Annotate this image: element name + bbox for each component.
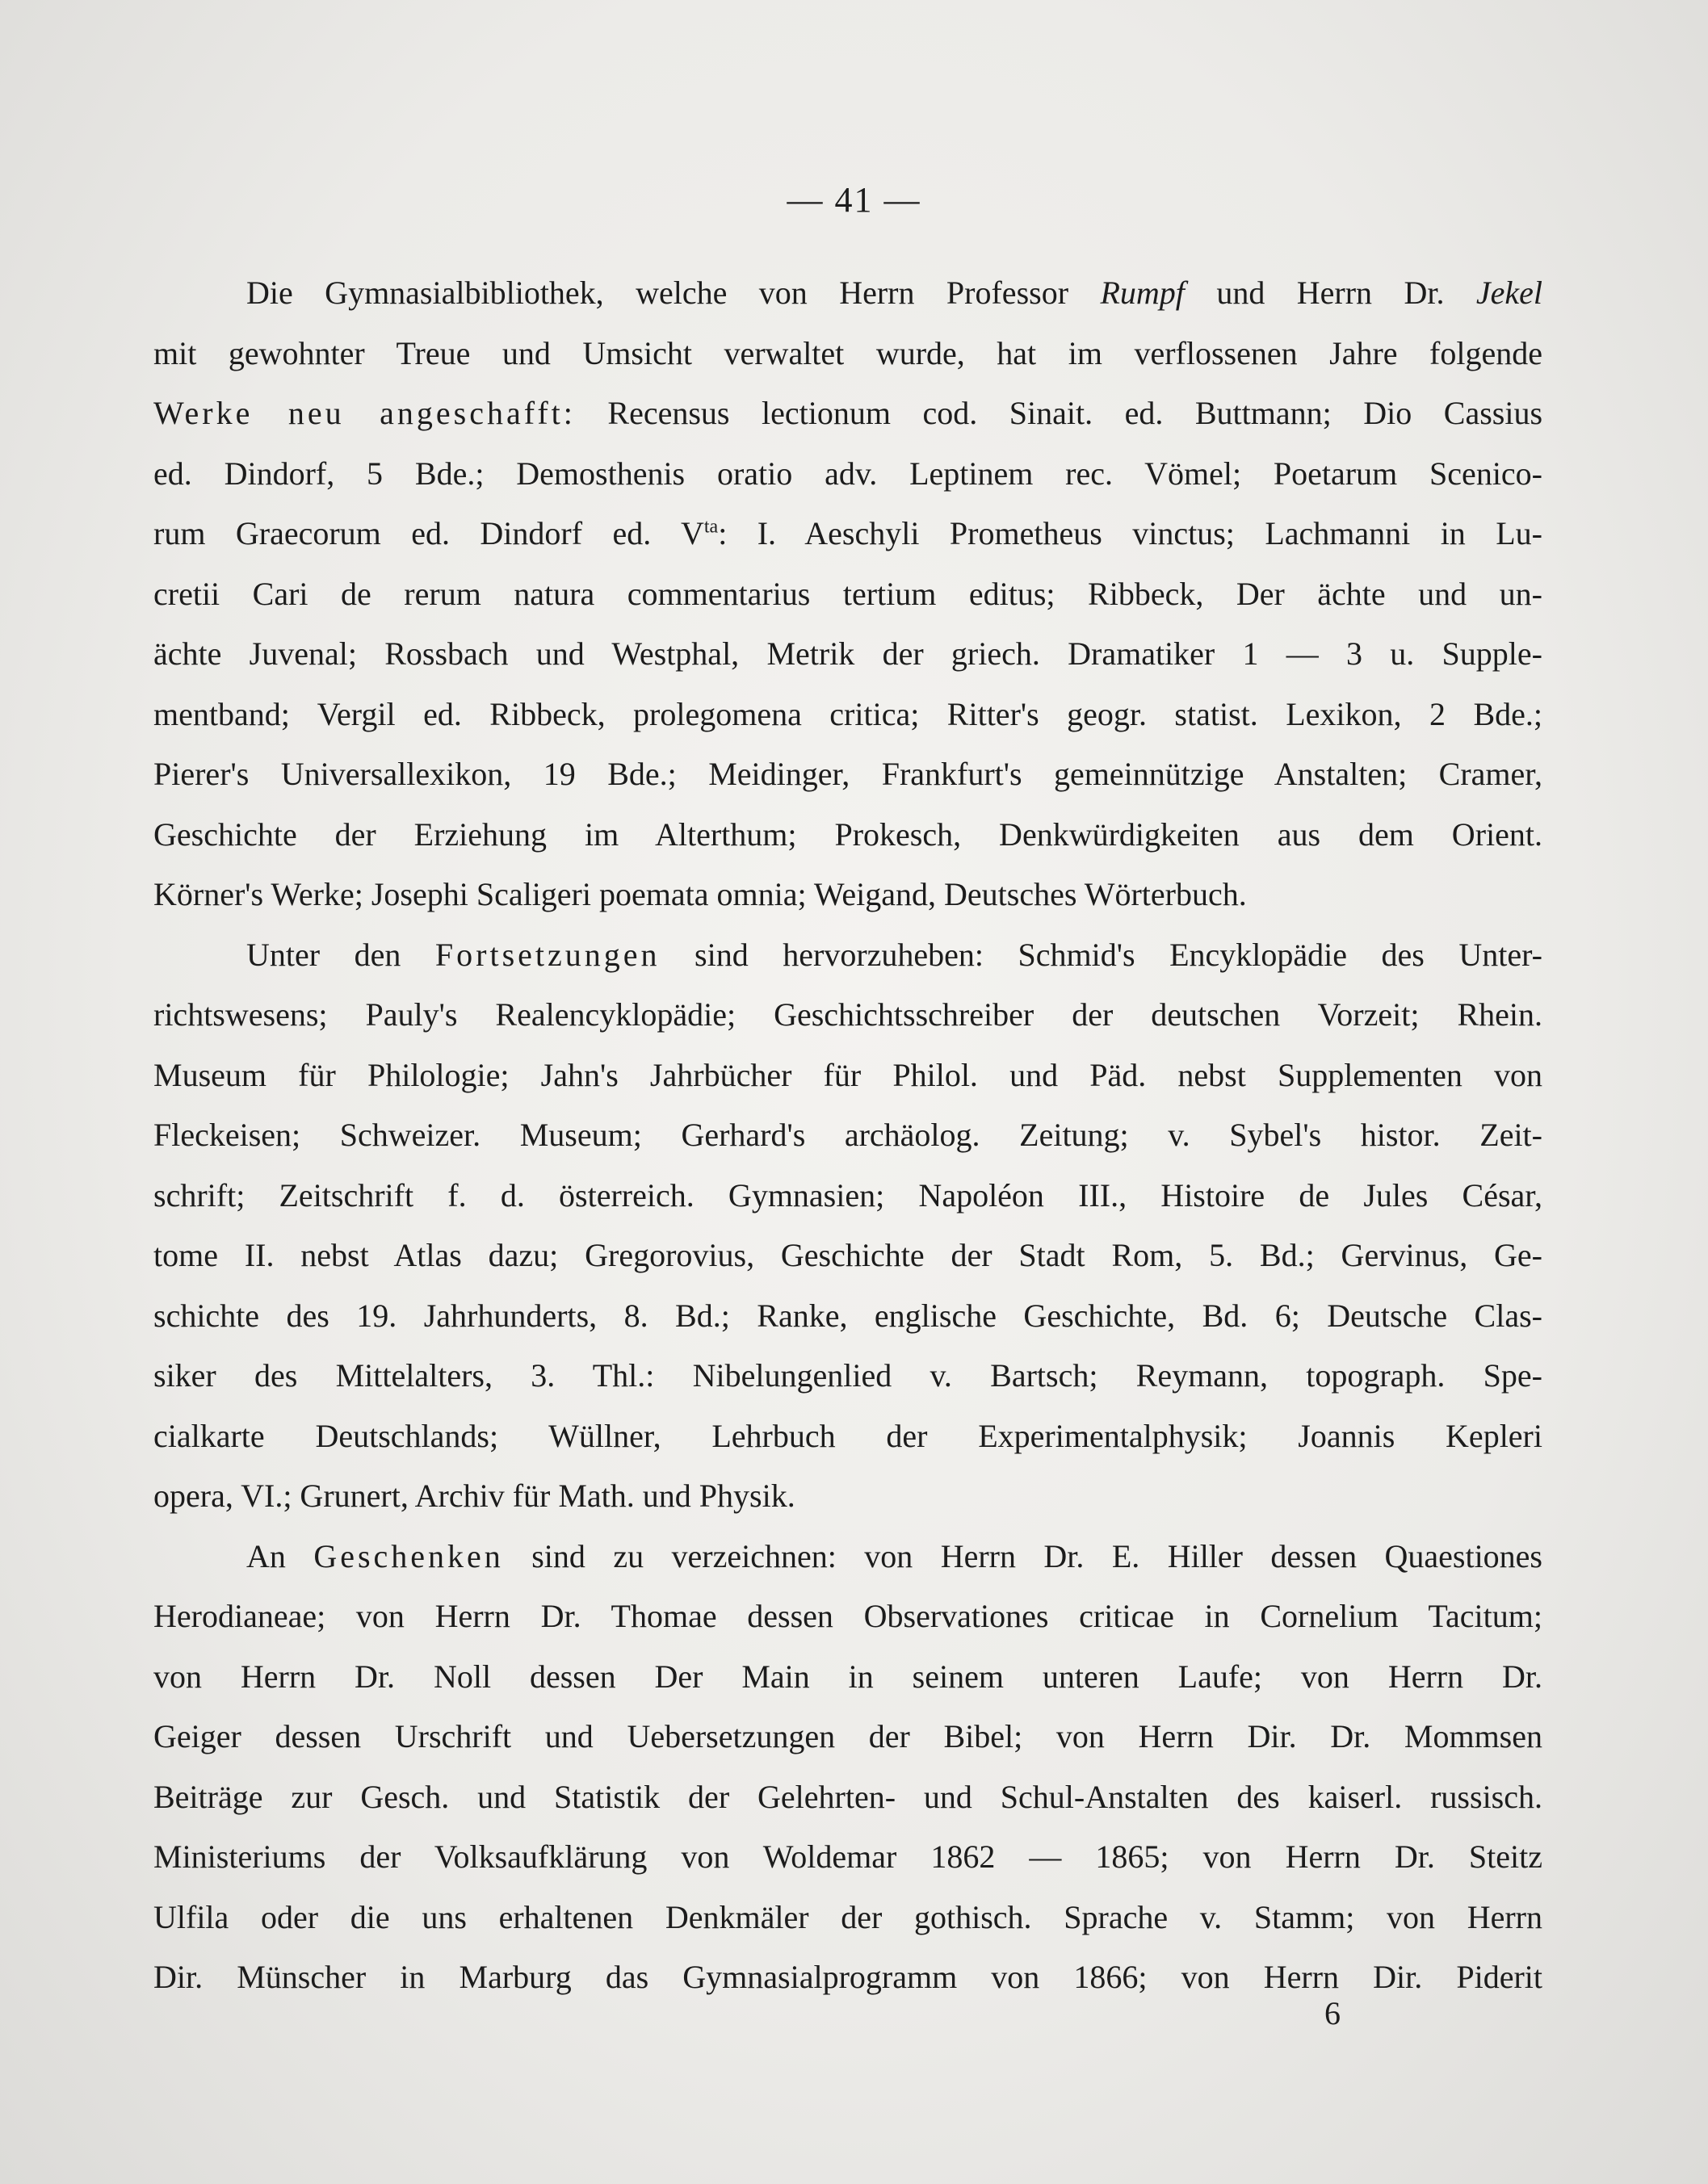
text-line: mentband; Vergil ed. Ribbeck, prolegomena critica; Ritter's geogr. statist. Lexikon, 2 Bde.;: [153, 695, 1542, 732]
text-line: richtswesens; Pauly's Realencyklopädie; Geschichtsschreiber der deutschen Vorzeit; Rhein.: [153, 996, 1542, 1033]
text-line: An Geschenken sind zu verzeichnen: von Herrn Dr. E. Hiller dessen Quaestiones: [246, 1537, 1543, 1574]
paragraph-library-acquisitions: [153, 263, 1542, 925]
text-line: Dir. Münscher in Marburg das Gymnasialprogramm von 1866; von Herrn Dir. Piderit: [153, 1959, 1542, 1995]
text-line: Herodianeae; von Herrn Dr. Thomae dessen Observationes criticae in Cornelium Tacitum;: [153, 1598, 1542, 1634]
text-line: Beiträge zur Gesch. und Statistik der Gelehrten- und Schul-Anstalten des kaiserl. russisch.: [153, 1778, 1542, 1815]
page-number: — 41 —: [787, 180, 921, 220]
signature-mark: 6: [1324, 1995, 1341, 2031]
body-text: [153, 263, 1542, 2008]
text-line: ächte Juvenal; Rossbach und Westphal, Metrik der griech. Dramatiker 1 — 3 u. Supple-: [153, 635, 1542, 672]
spaced-heading: Geschenken: [313, 1537, 504, 1574]
text-line: cretii Cari de rerum natura commentarius tertium editus; Ribbeck, Der ächte und un-: [153, 575, 1542, 612]
name-jekel: Jekel: [1475, 275, 1543, 311]
text-line: siker des Mittelalters, 3. Thl.: Nibelungenlied v. Bartsch; Reymann, topograph. Spe-: [153, 1357, 1542, 1394]
text-line: Unter den Fortsetzungen sind hervorzuheben: Schmid's Encyklopädie des Unter-: [246, 936, 1542, 973]
text-line: von Herrn Dr. Noll dessen Der Main in seinem unteren Laufe; von Herrn Dr.: [153, 1658, 1542, 1695]
text-line: opera, VI.; Grunert, Archiv für Math. und Physik.: [153, 1478, 795, 1514]
text-line: schichte des 19. Jahrhunderts, 8. Bd.; Ranke, englische Geschichte, Bd. 6; Deutsche Clas-: [153, 1297, 1542, 1334]
text-line: ed. Dindorf, 5 Bde.; Demosthenis oratio adv. Leptinem rec. Vömel; Poetarum Scenico-: [153, 455, 1542, 492]
name-rumpf: Rumpf: [1100, 275, 1185, 311]
text-line: Geiger dessen Urschrift und Uebersetzungen der Bibel; von Herrn Dir. Dr. Mommsen: [153, 1718, 1542, 1754]
paragraph-continuations: [153, 925, 1542, 1527]
text-line: Geschichte der Erziehung im Alterthum; Prokesch, Denkwürdigkeiten aus dem Orient.: [153, 815, 1542, 853]
spaced-heading: Fortsetzungen: [434, 936, 661, 973]
text-line: mit gewohnter Treue und Umsicht verwaltet wurde, hat im verflossenen Jahre folgende: [153, 334, 1542, 371]
text-line: Ulfila oder die uns erhaltenen Denkmäler der gothisch. Sprache v. Stamm; von Herrn: [153, 1898, 1542, 1935]
text-line: cialkarte Deutschlands; Wüllner, Lehrbuch der Experimentalphysik; Joannis Kepleri: [153, 1417, 1542, 1454]
paragraph-gifts: [153, 1527, 1542, 2008]
text-line: Museum für Philologie; Jahn's Jahrbücher für Philol. und Päd. nebst Supplementen von: [153, 1056, 1542, 1093]
text-line: Fleckeisen; Schweizer. Museum; Gerhard's archäolog. Zeitung; v. Sybel's histor. Zeit-: [153, 1117, 1542, 1153]
text-line: Ministeriums der Volksaufklärung von Woldemar 1862 — 1865; von Herrn Dr. Steitz: [153, 1838, 1542, 1875]
text-line: rum Graecorum ed. Dindorf ed. $V^{ta}$: I. Aeschyli Prometheus vinctus; Lachmanni in Lu-: [153, 515, 1542, 551]
text-line: tome II. nebst Atlas dazu; Gregorovius, Geschichte der Stadt Rom, 5. Bd.; Gervinus, Ge-: [153, 1237, 1542, 1273]
spaced-heading: Werke neu angeschafft:: [153, 395, 576, 431]
text-line: Werke neu angeschafft: Recensus lectionum cod. Sinait. ed. Buttmann; Dio Cassius: [153, 395, 1543, 431]
text-line: schrift; Zeitschrift f. d. österreich. Gymnasien; Napoléon III., Histoire de Jules César,: [153, 1176, 1542, 1214]
text-line: Pierer's Universallexikon, 19 Bde.; Meidinger, Frankfurt's gemeinnützige Anstalten; Cramer,: [153, 756, 1542, 792]
text-line: Körner's Werke; Josephi Scaligeri poemata omnia; Weigand, Deutsches Wörterbuch.: [153, 876, 1247, 912]
text-line: Die Gymnasialbibliothek, welche von Herrn Professor Rumpf und Herrn Dr. Jekel: [246, 275, 1543, 311]
